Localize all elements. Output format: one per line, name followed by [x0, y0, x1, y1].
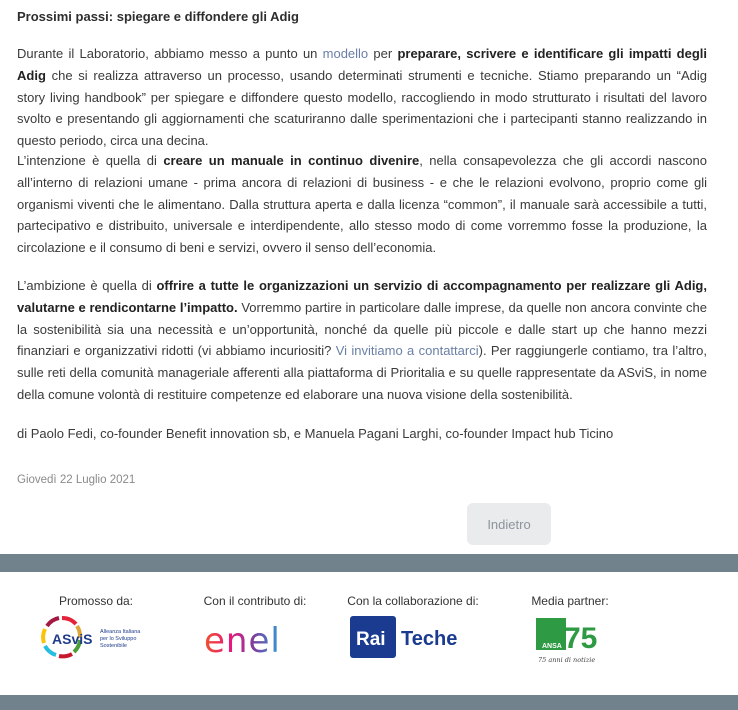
publish-date: Giovedì 22 Luglio 2021: [17, 474, 136, 486]
ansa-wordmark: ANSA: [542, 643, 562, 650]
rai-wordmark: Rai: [356, 629, 386, 650]
rai-teche-logo[interactable]: [348, 614, 478, 660]
asvis-wordmark: ASviS: [52, 631, 93, 647]
contact-link[interactable]: Vi invitiamo a contattarci: [335, 343, 479, 359]
asvis-logo[interactable]: [40, 614, 152, 660]
svg-text:per lo Sviluppo: per lo Sviluppo: [100, 636, 137, 642]
svg-text:Sostenibile: Sostenibile: [100, 643, 127, 649]
enel-logo[interactable]: [200, 614, 310, 660]
sponsor-rai-teche: [342, 594, 484, 660]
svg-text:Alleanza Italiana: Alleanza Italiana: [100, 629, 141, 635]
ansa-75-number: 75: [564, 622, 598, 655]
sponsor-enel: [190, 594, 320, 660]
modello-link[interactable]: modello: [322, 46, 369, 61]
section-heading: Prossimi passi: spiegare e diffondere gli Adig: [17, 9, 299, 24]
sponsor-caption: Promosso da:: [58, 594, 134, 608]
teche-wordmark: Teche: [401, 628, 458, 650]
sponsor-asvis: [36, 594, 156, 660]
sponsor-ansa: [515, 594, 625, 668]
sponsor-caption: Con la collaborazione di:: [347, 594, 479, 608]
back-button[interactable]: Indietro: [467, 503, 551, 545]
enel-wordmark: enel: [204, 621, 281, 660]
sponsors-strip: [0, 572, 738, 695]
ansa-tagline: 75 anni di notizie: [538, 656, 596, 664]
author-byline: di Paolo Fedi, co-founder Benefit innovation sb, e Manuela Pagani Larghi, co-founder Impact hub Ticino: [17, 426, 614, 441]
footer-band-top: [0, 554, 738, 572]
footer-band-bottom: [0, 695, 738, 710]
paragraph-ambition: L’ambizione è quella di offrire a tutte le organizzazioni un servizio di accompagnamento per realizzare gli Adig, valutarne e rendicontarne l’impatto. Vorremmo partire in particolare dalle imprese, da quelle non ancora convinte che la sostenibilità sia una necessità e un’opportunità, nonché da quelle più piccole e dalle start up che hanno mezzi finanziari e organizzativi ridotti (vi abbiamo incuriositi? Vi invitiamo a contattarci). Per raggiungerle contiamo, tra l’altro, sulle reti della comunità manageriale afferenti alla piattaforma di Prioritalia e su quelle rappresentate da ASviS, in nome della comune volontà di restituire competenze ed elaborare una nuova visione della sostenibilità.: [17, 278, 707, 402]
sponsor-caption: Media partner:: [531, 594, 609, 608]
paragraph-model: Durante il Laboratorio, abbiamo messo a punto un modello per preparare, scrivere e identificare gli impatti degli Adig che si realizza attraverso un processo, usando determinati strumenti e tecniche. Stiamo preparando un “Adig story living handbook” per spiegare e diffondere questo modello, raccogliendo in modo strutturato i risultati del lavoro svolto e presentando gli aggiornamenti che scaturiranno dalle sperimentazioni che i partecipanti stanno realizzando in questo periodo, circa una decina.: [17, 46, 707, 149]
sponsor-caption: Con il contributo di:: [203, 594, 307, 608]
paragraph-intention: L’intenzione è quella di creare un manuale in continuo divenire, nella consapevolezza che gli accordi nascono all’interno di relazioni umane - prima ancora di relazioni di business - e che le relazioni evolvono, proprio come gli organismi viventi che le alimentano. Dalla struttura aperta e dalla licenza “common”, il manuale sarà accessibile a tutti, partecipativo e distribuito, universale e interdipendente, allo stesso modo di come vorremmo fosse la produzione, la circolazione e il consumo di beni e servizi, ovvero il senso dell’economia.: [17, 153, 707, 256]
ansa-75-logo[interactable]: [530, 614, 610, 668]
